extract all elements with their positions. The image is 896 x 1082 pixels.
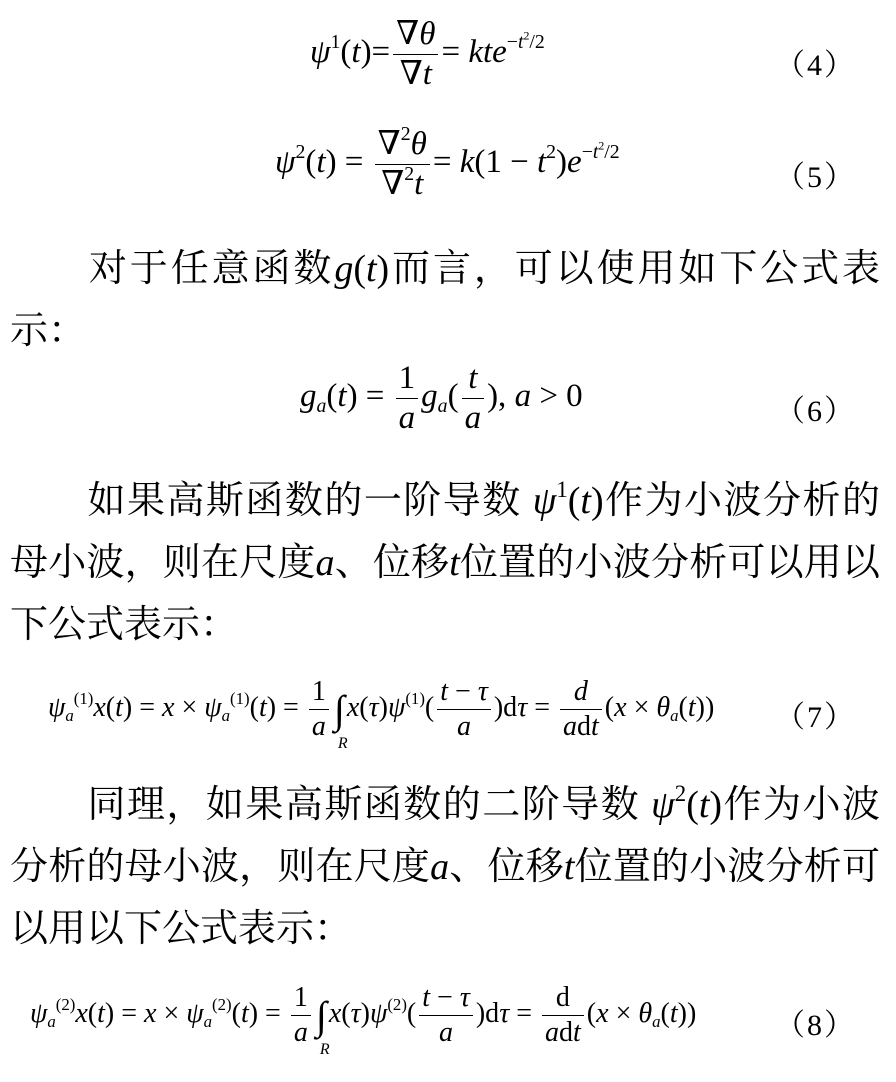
paragraph: 对于任意函数g(t)而言，可以使用如下公式表示： xyxy=(10,248,880,352)
equation-7: $\psi_a^{(1)}x(t) = x \times \psi_a^{(1)}(t)$ = $\frac{1}{a}$ ∫ R $x(\tau)\psi^{(1)}$( $\frac{t - \tau}{a}$ )dτ = $\frac{d}{\text{adt}}$ $(x \times \theta_a(t))$ xyxy=(48,676,715,752)
paragraph-text: 同理，如果高斯函数的二阶导数 xyxy=(86,784,641,826)
paragraph-text: 对于任意函数 xyxy=(86,248,335,290)
equation-number: （7） xyxy=(775,701,856,734)
paragraph-text: 如果高斯函数的一阶导数 xyxy=(86,480,522,522)
paragraph: 如果高斯函数的一阶导数 $\psi^1(t)$作为小波分析的母小波，则在尺度a、位移t位置的小波分析可以用以下公式表示： xyxy=(10,477,880,646)
equation-number: （6） xyxy=(775,395,856,428)
paragraph-text: 作为小波分析的母小波，则在尺度 xyxy=(10,784,880,888)
paragraph-text: 而言，可以使用如下公式表示： xyxy=(10,248,880,352)
paragraph-text: 位置的小波分析可以用以下公式表示： xyxy=(10,846,880,950)
equation-4: $\psi^1(t)=$ $\frac{\nabla\theta}{\nabla t}$ = kte$^{-t^2/2}$ xyxy=(310,16,545,92)
equation-6: $g_a(t)$ = $\frac{1}{a}$ $g_a$( $\frac{t}{a}$ ), a > 0 xyxy=(300,360,583,436)
equation-5: $\psi^2(t)$ = $\frac{\nabla^2\theta}{\nabla^2t}$ = $k(1 - t^2)e^{-t^2/2}$ xyxy=(275,123,620,202)
paragraph: 同理，如果高斯函数的二阶导数 $\psi^2(t)$作为小波分析的母小波，则在尺度a、位移t位置的小波分析可以用以下公式表示： xyxy=(10,781,880,950)
equation-number: （8） xyxy=(775,1009,856,1042)
paragraph-text: 、位移 xyxy=(334,542,450,584)
paragraph-text: 位置的小波分析可以用以下公式表示： xyxy=(10,542,880,646)
paragraph-text: 作为小波分析的母小波，则在尺度 xyxy=(10,480,880,584)
paragraph-text: 、位移 xyxy=(449,846,564,888)
equation-number: （4） xyxy=(775,49,856,82)
equation-number: （5） xyxy=(775,161,856,194)
equation-8: $\psi_a^{(2)}x(t) = x \times \psi_a^{(2)}(t)$ = $\frac{1}{a}$ ∫ R $x(\tau)\psi^{(2)}$( $\frac{t - \tau}{a}$ )dτ = $\frac{d}{\text{adt}}$ $(x \times \theta_a(t))$ xyxy=(30,982,697,1058)
